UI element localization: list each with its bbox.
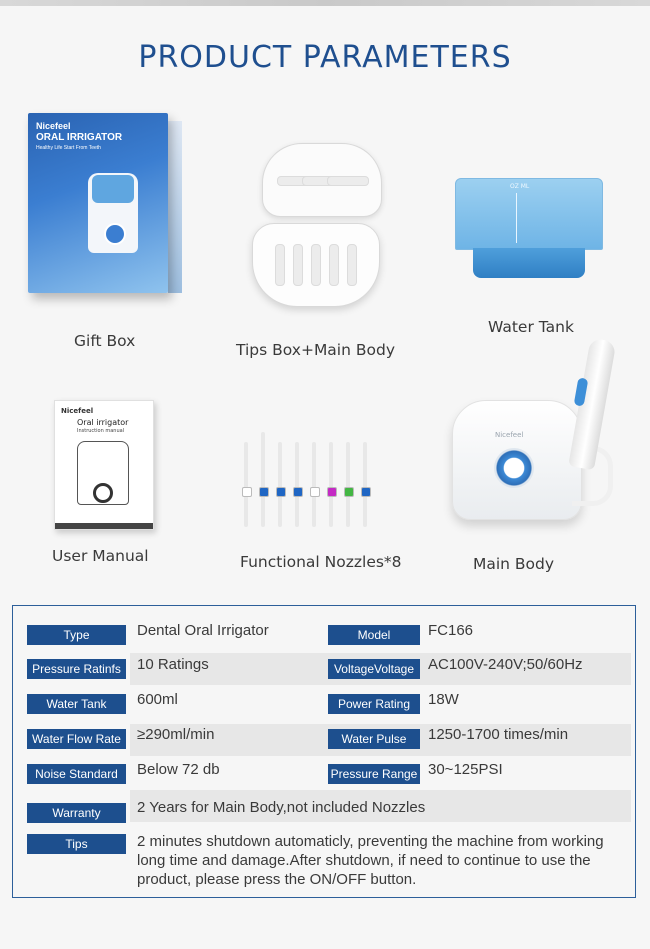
param-label: Pressure Range <box>328 764 420 784</box>
param-value-tips: 2 minutes shutdown automaticly, preventing the machine from working long time and damage.After shutdown, if need to continue to use the product, please press the ON/OFF button. <box>137 833 604 888</box>
param-value: 1250-1700 times/min <box>428 726 569 743</box>
gift-box-tagline: Healthy Life Start From Teeth <box>36 145 101 151</box>
nozzles-image <box>238 432 388 527</box>
param-value: FC166 <box>428 622 474 639</box>
nozzle <box>261 432 265 527</box>
param-value: AC100V-240V;50/60Hz <box>428 656 583 673</box>
manual-brand: Nicefeel <box>61 407 94 415</box>
device-brand: Nicefeel <box>495 431 524 439</box>
param-label: Noise Standard <box>27 764 126 784</box>
pressure-dial-icon <box>494 448 534 488</box>
nozzle-color-ring <box>310 487 320 497</box>
param-label: Water Tank <box>27 694 126 714</box>
main-body-image <box>448 338 623 538</box>
param-label: VoltageVoltage <box>328 659 420 679</box>
caption-gift-box: Gift Box <box>74 332 136 350</box>
nozzle <box>312 442 316 527</box>
param-value: Dental Oral Irrigator <box>137 622 269 639</box>
nozzle <box>329 442 333 527</box>
param-label: Water Pulse <box>328 729 420 749</box>
nozzle-color-ring <box>344 487 354 497</box>
param-label-warranty: Warranty <box>27 803 126 823</box>
param-value: ≥290ml/min <box>137 726 215 743</box>
caption-main-body: Main Body <box>473 555 555 573</box>
water-tank-image <box>455 178 603 288</box>
param-label: Pressure Ratinfs <box>27 659 126 679</box>
nozzle-color-ring <box>259 487 269 497</box>
nozzle-color-ring <box>293 487 303 497</box>
nozzle-color-ring <box>327 487 337 497</box>
param-label: Model <box>328 625 420 645</box>
page-title: PRODUCT PARAMETERS <box>138 40 512 75</box>
user-manual-image <box>54 400 154 530</box>
tips-box-image <box>247 143 383 308</box>
manual-title: Oral irrigator <box>77 418 129 427</box>
nozzle-color-ring <box>361 487 371 497</box>
caption-user-manual: User Manual <box>52 547 149 565</box>
nozzle <box>278 442 282 527</box>
gift-box-product: ORAL IRRIGATOR <box>36 132 123 143</box>
gift-box-brand: Nicefeel <box>36 121 71 131</box>
param-value: 30~125PSI <box>428 761 503 778</box>
param-value: 600ml <box>137 691 178 708</box>
gift-box-image <box>18 103 183 298</box>
caption-nozzles: Functional Nozzles*8 <box>240 553 402 571</box>
caption-water-tank: Water Tank <box>488 318 574 336</box>
nozzle <box>244 442 248 527</box>
parameters-table <box>12 605 636 898</box>
tank-units: OZ ML <box>510 183 530 190</box>
param-value: 10 Ratings <box>137 656 209 673</box>
param-value: 18W <box>428 691 459 708</box>
nozzle <box>295 442 299 527</box>
manual-subtitle: Instruction manual <box>77 428 125 434</box>
param-label: Water Flow Rate <box>27 729 126 749</box>
top-decorative-bar <box>0 0 650 6</box>
param-value-warranty: 2 Years for Main Body,not included Nozzles <box>137 799 426 816</box>
param-label: Type <box>27 625 126 645</box>
nozzle <box>346 442 350 527</box>
nozzle-color-ring <box>276 487 286 497</box>
nozzle <box>363 442 367 527</box>
nozzle-color-ring <box>242 487 252 497</box>
caption-tips-box: Tips Box+Main Body <box>236 341 395 359</box>
param-value: Below 72 db <box>137 761 220 778</box>
param-label: Power Rating <box>328 694 420 714</box>
param-label-tips: Tips <box>27 834 126 854</box>
